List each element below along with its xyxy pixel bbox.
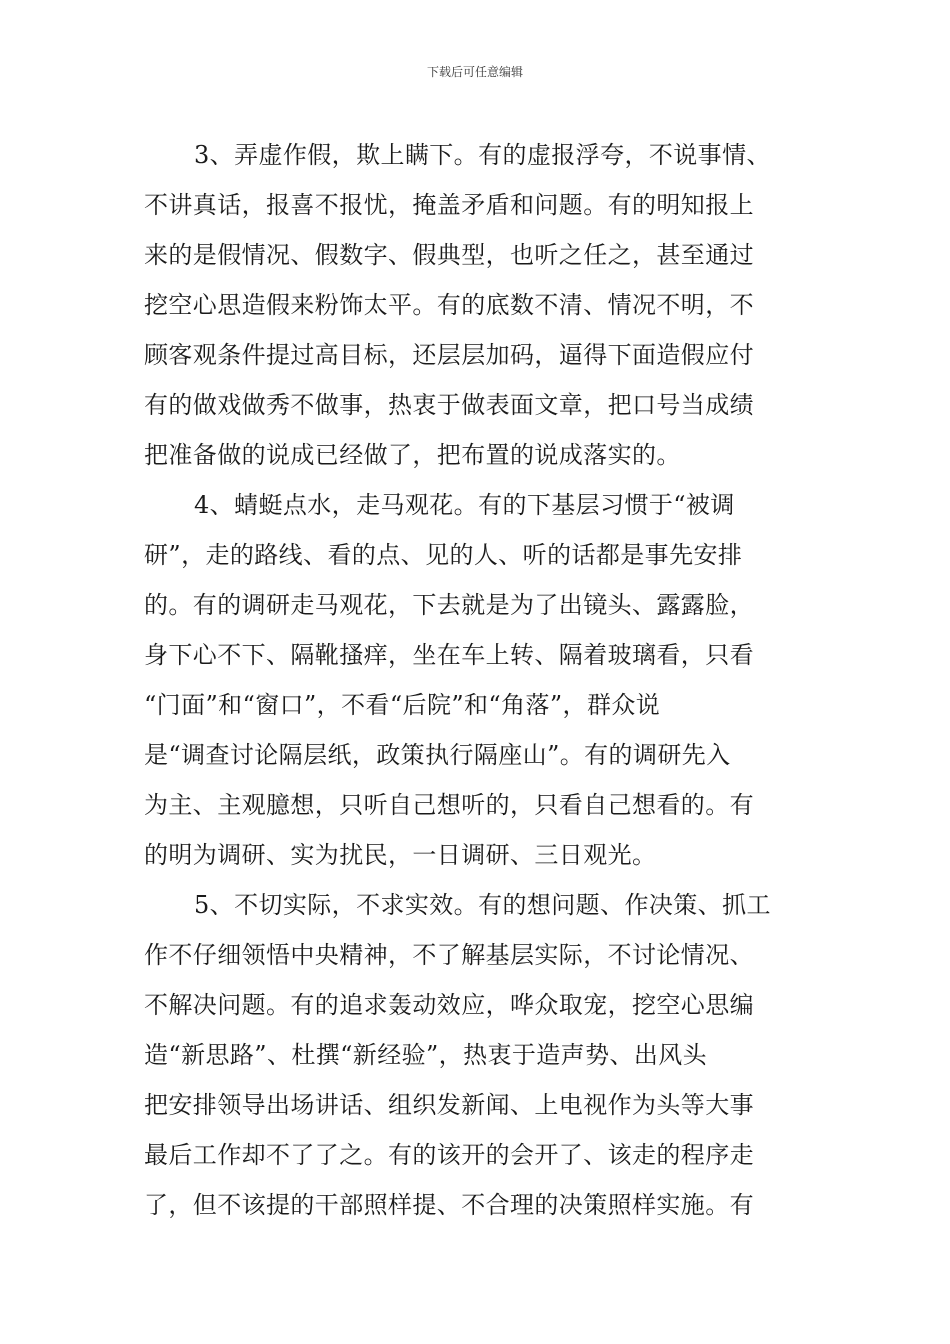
paragraph-2-line-2: 研”，走的路线、看的点、见的人、听的话都是事先安排 — [144, 541, 743, 569]
paragraph-1-line-2: 不讲真话，报喜不报忧，掩盖矛盾和问题。有的明知报上 — [144, 191, 754, 219]
paragraph-3-line-6: 最后工作却不了了之。有的该开的会开了、该走的程序走 — [144, 1141, 754, 1169]
paragraph-3-line-4: 造“新思路”、杜撰“新经验”，热衷于造声势、出风头 — [144, 1041, 708, 1069]
paragraph-3-line-1: 5、不切实际，不求实效。有的想问题、作决策、抓工 — [194, 891, 771, 919]
paragraph-1-line-1: 3、弄虚作假，欺上瞒下。有的虚报浮夸，不说事情、 — [194, 141, 771, 169]
paragraph-3-line-3: 不解决问题。有的追求轰动效应，哗众取宠，挖空心思编 — [144, 991, 754, 1019]
paragraph-1-line-7: 把准备做的说成已经做了，把布置的说成落实的。 — [144, 441, 681, 469]
page-header: 下载后可任意编辑 — [426, 65, 523, 79]
paragraph-1-line-4: 挖空心思造假来粉饰太平。有的底数不清、情况不明，不 — [144, 291, 754, 319]
paragraph-2-line-6: 是“调查讨论隔层纸，政策执行隔座山”。有的调研先入 — [144, 741, 731, 769]
paragraph-2-line-5: “门面”和“窗口”，不看“后院”和“角落”，群众说 — [144, 691, 661, 719]
paragraph-1-line-3: 来的是假情况、假数字、假典型，也听之任之，甚至通过 — [144, 241, 754, 269]
paragraph-1-line-5: 顾客观条件提过高目标，还层层加码，逼得下面造假应付 — [144, 341, 754, 369]
paragraph-1-line-6: 有的做戏做秀不做事，热衷于做表面文章，把口号当成绩 — [144, 391, 754, 419]
paragraph-2-line-8: 的明为调研、实为扰民，一日调研、三日观光。 — [144, 841, 657, 869]
paragraph-2-line-7: 为主、主观臆想，只听自己想听的，只看自己想看的。有 — [144, 791, 754, 819]
paragraph-3-line-2: 作不仔细领悟中央精神，不了解基层实际，不讨论情况、 — [144, 941, 754, 969]
document-body — [144, 130, 806, 1230]
paragraph-2-line-3: 的。有的调研走马观花，下去就是为了出镜头、露露脸， — [144, 591, 754, 619]
paragraph-3-line-5: 把安排领导出场讲话、组织发新闻、上电视作为头等大事 — [144, 1091, 754, 1119]
paragraph-3-line-7: 了，但不该提的干部照样提、不合理的决策照样实施。有 — [144, 1191, 754, 1219]
paragraph-2-line-1: 4、蜻蜓点水，走马观花。有的下基层习惯于“被调 — [194, 491, 735, 519]
paragraph-2-line-4: 身下心不下、隔靴搔痒，坐在车上转、隔着玻璃看，只看 — [144, 641, 754, 669]
